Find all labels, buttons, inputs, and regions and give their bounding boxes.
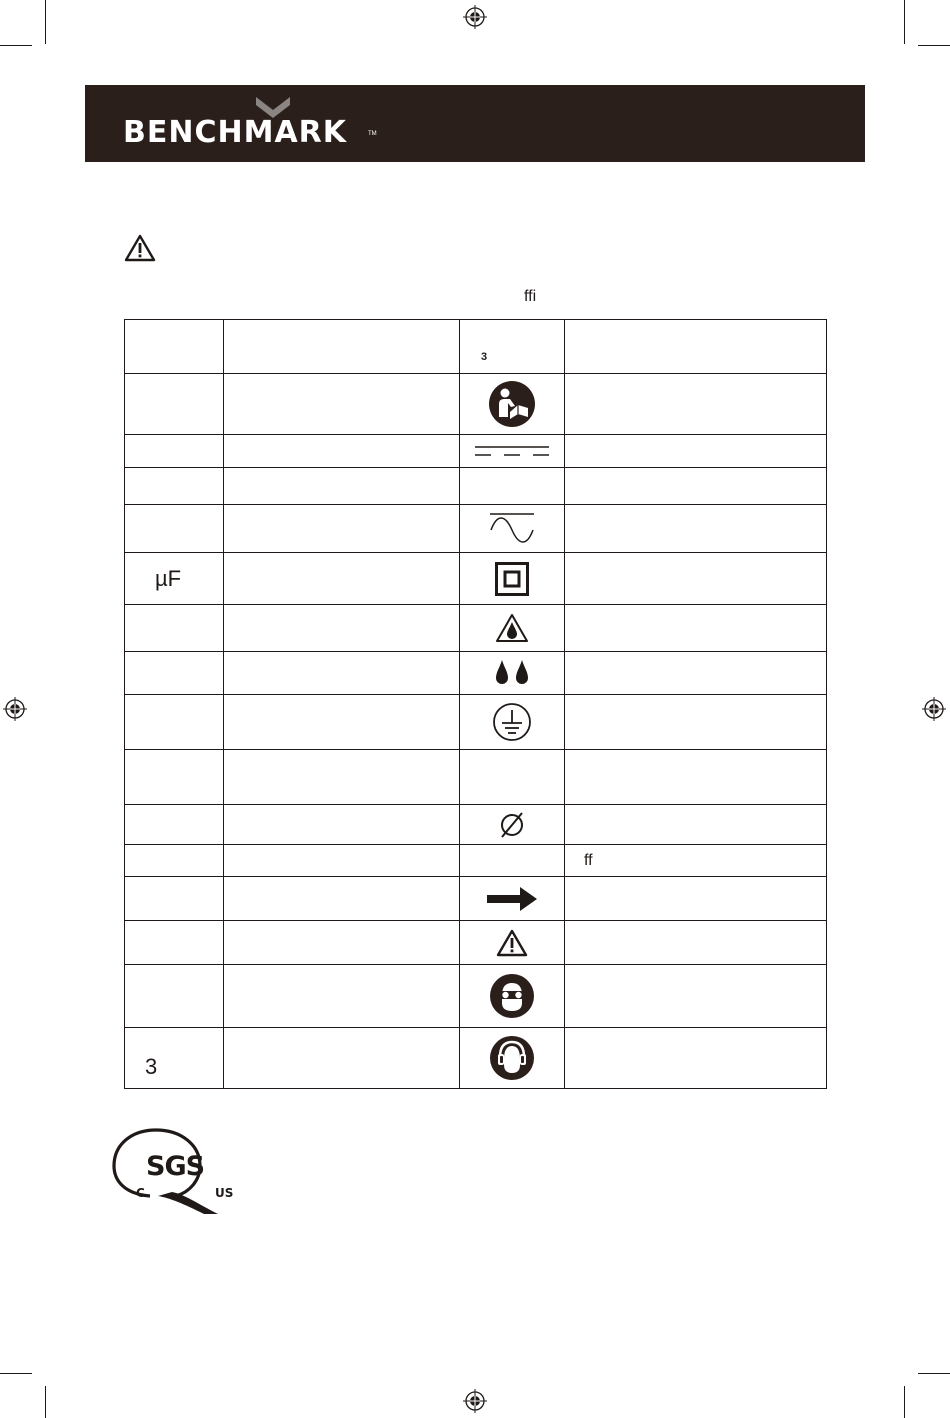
registration-mark-icon	[3, 697, 27, 721]
description-cell	[224, 750, 460, 805]
meaning-ff-text: ff	[584, 851, 593, 869]
symbol-cell	[460, 805, 565, 845]
term-cell	[125, 652, 224, 695]
term-cell	[125, 965, 224, 1028]
registration-mark-icon	[463, 1389, 487, 1413]
symbol-cell	[460, 553, 565, 605]
sgs-certification-mark	[106, 1124, 238, 1216]
symbol-cell	[460, 435, 565, 468]
description-cell	[224, 553, 460, 605]
symbol-cell	[460, 695, 565, 750]
table-row	[125, 965, 827, 1028]
symbol-cell	[460, 921, 565, 965]
header-cell	[460, 320, 565, 374]
header-cell	[565, 320, 827, 374]
symbol-table	[124, 319, 827, 1089]
header-cell	[125, 320, 224, 374]
term-cell	[125, 605, 224, 652]
crop-mark	[918, 1373, 950, 1374]
table-row	[125, 435, 827, 468]
header-bar	[85, 85, 865, 162]
term-cell	[125, 374, 224, 435]
brand-trademark: TM	[368, 131, 377, 137]
description-cell	[224, 505, 460, 553]
symbol-cell	[460, 750, 565, 805]
crop-mark	[904, 1386, 905, 1418]
description-cell	[224, 605, 460, 652]
term-cell	[125, 1028, 224, 1089]
sgs-country-left: C	[136, 1186, 145, 1200]
meaning-cell	[565, 921, 827, 965]
meaning-cell	[565, 435, 827, 468]
intro-text: ffi	[524, 288, 537, 305]
table-header-row	[125, 320, 827, 374]
table-row	[125, 468, 827, 505]
crop-mark	[904, 0, 905, 44]
meaning-cell	[565, 1028, 827, 1089]
warning-triangle-icon	[124, 234, 156, 262]
registration-mark-icon	[922, 697, 946, 721]
description-cell	[224, 435, 460, 468]
crop-mark	[45, 0, 46, 44]
table-row	[125, 374, 827, 435]
description-cell	[224, 877, 460, 921]
symbol-cell	[460, 652, 565, 695]
meaning-cell	[565, 374, 827, 435]
term-cell	[125, 695, 224, 750]
table-row	[125, 877, 827, 921]
crop-mark	[918, 45, 950, 46]
arrow-right-icon	[487, 886, 537, 912]
table-row	[125, 605, 827, 652]
table-row	[125, 921, 827, 965]
term-cell	[125, 845, 224, 877]
meaning-cell	[565, 553, 827, 605]
term-cell	[125, 468, 224, 505]
term-cell	[125, 921, 224, 965]
drip-warning-triangle-icon	[495, 613, 529, 643]
table-row	[125, 652, 827, 695]
meaning-cell	[565, 750, 827, 805]
table-row	[125, 845, 827, 877]
meaning-cell	[565, 652, 827, 695]
term-cell	[125, 553, 224, 605]
term-cell	[125, 750, 224, 805]
symbol-cell	[460, 468, 565, 505]
symbol-cell	[460, 605, 565, 652]
term-cell	[125, 805, 224, 845]
symbol-cell	[460, 1028, 565, 1089]
description-cell	[224, 652, 460, 695]
description-cell	[224, 695, 460, 750]
table-row	[125, 505, 827, 553]
term-cell	[125, 505, 224, 553]
description-cell	[224, 468, 460, 505]
symbol-cell	[460, 877, 565, 921]
sgs-mark-text: SGS	[146, 1151, 205, 1182]
wear-eye-protection-icon	[489, 973, 535, 1019]
description-cell	[224, 374, 460, 435]
symbol-cell	[460, 505, 565, 553]
description-cell	[224, 965, 460, 1028]
diameter-icon	[499, 811, 525, 839]
meaning-cell	[565, 877, 827, 921]
protective-earth-icon	[492, 702, 532, 742]
term-microfarad: µF	[155, 565, 182, 591]
brand-name: BENCHMARK	[123, 115, 348, 150]
table-row	[125, 553, 827, 605]
meaning-cell	[565, 845, 827, 877]
brand-logo	[123, 97, 383, 155]
table-row	[125, 695, 827, 750]
term-cell	[125, 435, 224, 468]
direct-current-icon	[475, 443, 549, 459]
class-ii-double-insulation-icon	[495, 562, 529, 596]
term-cell	[125, 877, 224, 921]
table-row	[125, 805, 827, 845]
symbol-cell	[460, 845, 565, 877]
description-cell	[224, 805, 460, 845]
alternating-current-icon	[489, 512, 535, 546]
read-manual-icon	[488, 380, 536, 428]
meaning-cell	[565, 468, 827, 505]
meaning-cell	[565, 805, 827, 845]
header-cell	[224, 320, 460, 374]
meaning-cell	[565, 505, 827, 553]
water-drops-icon	[492, 659, 532, 687]
term-three: 3	[145, 1054, 158, 1079]
sgs-country-right: US	[215, 1186, 234, 1200]
crop-mark	[0, 45, 32, 46]
wear-ear-protection-icon	[489, 1035, 535, 1081]
table-row	[125, 1028, 827, 1089]
table-row	[125, 750, 827, 805]
description-cell	[224, 1028, 460, 1089]
meaning-cell	[565, 965, 827, 1028]
description-cell	[224, 921, 460, 965]
description-cell	[224, 845, 460, 877]
symbol-cell	[460, 374, 565, 435]
crop-mark	[0, 1373, 32, 1374]
symbol-cell	[460, 965, 565, 1028]
header-symbol-note: 3	[481, 351, 488, 363]
crop-mark	[45, 1386, 46, 1418]
meaning-cell	[565, 695, 827, 750]
warning-triangle-icon	[496, 929, 528, 957]
meaning-cell	[565, 605, 827, 652]
registration-mark-icon	[463, 5, 487, 29]
